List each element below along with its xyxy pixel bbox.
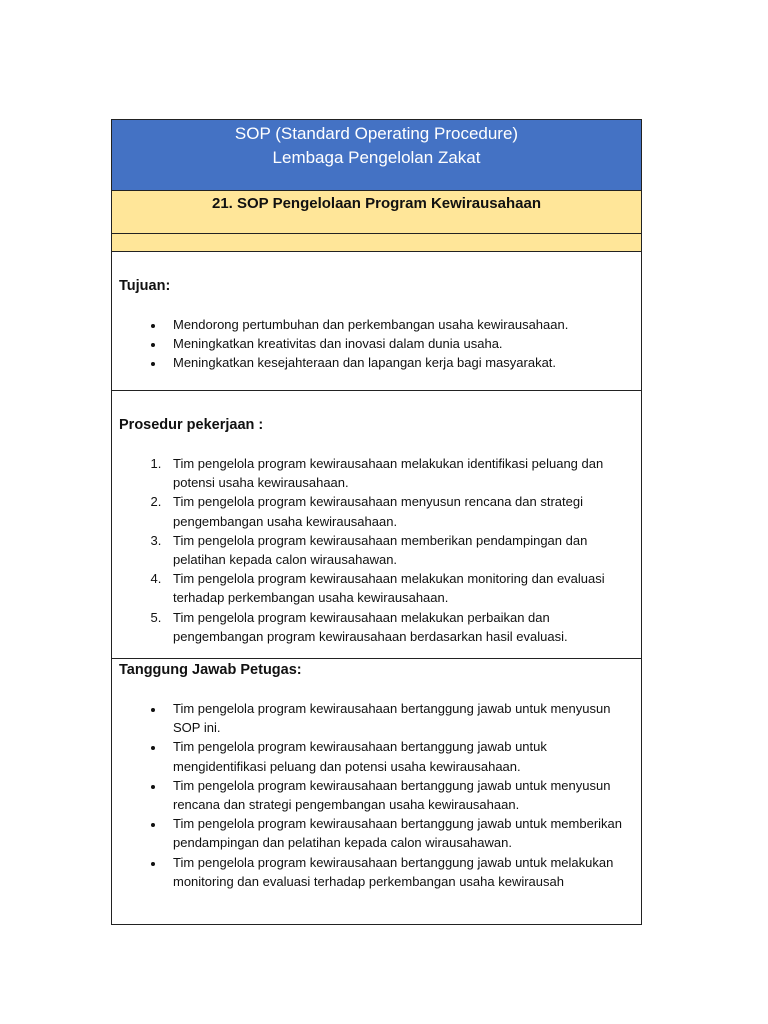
list-item: • Mendorong pertumbuhan dan perkembangan usaha kewirausahaan. xyxy=(165,315,631,334)
tujuan-list xyxy=(119,315,631,373)
list-item: 3. Tim pengelola program kewirausahaan memberikan pendampingan dan pelatihan kepada calon wirausahawan. xyxy=(165,531,631,569)
subtitle-text: 21. SOP Pengelolaan Program Kewirausahaan xyxy=(211,195,542,212)
tanggung-jawab-title: Tanggung Jawab Petugas: xyxy=(119,662,302,678)
section-prosedur xyxy=(112,391,641,659)
header-title-line1: SOP (Standard Operating Procedure) xyxy=(234,124,519,143)
list-item: 5. Tim pengelola program kewirausahaan melakukan perbaikan dan pengembangan program kewirausahaan berdasarkan hasil evaluasi. xyxy=(165,608,631,646)
header-title-line2: Lembaga Pengelolan Zakat xyxy=(272,148,481,167)
list-item: 2. Tim pengelola program kewirausahaan menyusun rencana dan strategi pengembangan usaha kewirausahaan. xyxy=(165,492,631,530)
list-item: • Meningkatkan kesejahteraan dan lapangan kerja bagi masyarakat. xyxy=(165,353,631,372)
tujuan-title: Tujuan: xyxy=(119,278,171,294)
list-item: 1. Tim pengelola program kewirausahaan melakukan identifikasi peluang dan potensi usaha kewirausahaan. xyxy=(165,454,631,492)
prosedur-list xyxy=(119,454,631,646)
list-item: • Tim pengelola program kewirausahaan bertanggung jawab untuk mengidentifikasi peluang dan potensi usaha kewirausahaan. xyxy=(165,737,631,775)
tanggung-jawab-list xyxy=(119,699,631,891)
header-cell xyxy=(112,120,641,191)
list-item: • Tim pengelola program kewirausahaan bertanggung jawab untuk memberikan pendampingan dan pelatihan kepada calon wirausahawan. xyxy=(165,814,631,852)
sop-table xyxy=(111,119,642,925)
section-tanggung-jawab xyxy=(112,659,641,924)
list-item: • Meningkatkan kreativitas dan inovasi dalam dunia usaha. xyxy=(165,334,631,353)
prosedur-title: Prosedur pekerjaan : xyxy=(119,417,264,433)
list-item: • Tim pengelola program kewirausahaan bertanggung jawab untuk menyusun SOP ini. xyxy=(165,699,631,737)
subtitle-cell xyxy=(112,191,641,234)
list-item: • Tim pengelola program kewirausahaan bertanggung jawab untuk menyusun rencana dan strategi pengembangan usaha kewirausahaan. xyxy=(165,776,631,814)
list-item: • Tim pengelola program kewirausahaan bertanggung jawab untuk melakukan monitoring dan evaluasi terhadap perkembangan usaha kewirausah xyxy=(165,853,631,891)
list-item: 4. Tim pengelola program kewirausahaan melakukan monitoring dan evaluasi terhadap perkembangan usaha kewirausahaan. xyxy=(165,569,631,607)
blank-row xyxy=(112,234,641,252)
section-tujuan xyxy=(112,252,641,391)
